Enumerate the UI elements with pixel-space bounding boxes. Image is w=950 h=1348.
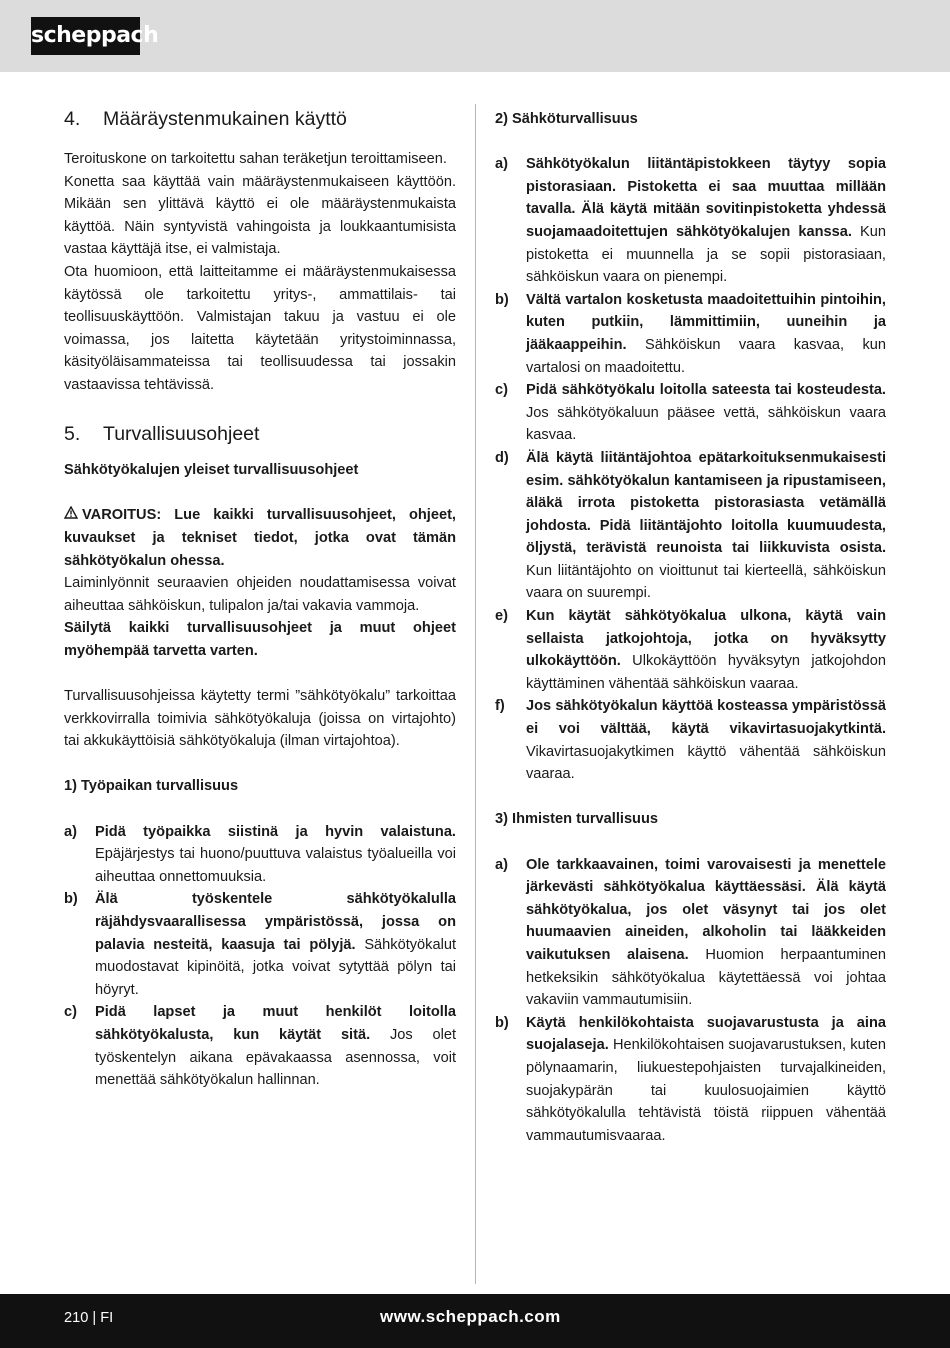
list-item xyxy=(495,1012,886,1148)
electrical-safety-list xyxy=(495,153,886,786)
list-item-text xyxy=(526,695,886,785)
list-item xyxy=(495,289,886,379)
section-5-title: Turvallisuusohjeet xyxy=(103,423,260,446)
list-item-text xyxy=(95,1001,456,1091)
list-item-label: a) xyxy=(495,156,508,173)
personal-safety-list xyxy=(495,854,886,1148)
list-item-bold-text: Sähkötyökalun liitäntäpistokkeen täytyy sopia pistorasiaan. Pistoketta ei saa muuttaa millään tavalla. Älä käytä mitään sovitinpistoketta yhdessä suojamaadoitettujen sähkötyökalujen kanssa. xyxy=(526,156,886,240)
list-item-normal-text: Vikavirtasuojakytkimen käyttö vähentää sähköiskun vaaraa. xyxy=(526,743,886,783)
section-5-number: 5. xyxy=(64,423,81,446)
list-item-bold-text: Jos sähkötyökalun käyttöä kosteassa ympäristössä ei voi välttää, käytä vikavirtasuojakytkintä. xyxy=(526,698,886,738)
list-item-normal-text: Jos olet työskentelyn aikana epävakaassa asennossa, voit menettää sähkötyökalun hallinnan. xyxy=(95,1026,456,1089)
list-item-text xyxy=(95,821,456,889)
s4-paragraph-2: Konetta saa käyttää vain määräystenmukaiseen käyttöön. Mikään sen ylittävä käyttö ei ole määräystenmukaista käyttöä. Näin syntyvistä vahingoista ja loukkaantumisista vastaa käyttäjä itse, ei valmistaja. xyxy=(64,173,456,258)
brand-logo: scheppach xyxy=(31,17,140,55)
website-url[interactable]: www.scheppach.com xyxy=(380,1307,561,1326)
footer-bar xyxy=(0,1294,950,1348)
column-divider xyxy=(475,104,476,1284)
list-item-bold-text: Pidä sähkötyökalu loitolla sateesta tai kosteudesta. xyxy=(526,382,886,399)
list-item-bold-text: Älä työskentele sähkötyökalulla räjähdysvaarallisessa ympäristössä, jossa on palavia nesteitä, kaasuja tai pölyjä. xyxy=(95,891,456,953)
s4-paragraph-3: Ota huomioon, että laitteitamme ei määräystenmukaisessa käytössä ole tarkoitettu yritys-, ammattilais- tai teollisuuskäyttöön. Valmistajan takuu ja vastuu ei ole voimassa, jos laitetta käytetään yritystoiminnassa, käsityöläisammateissa tai teollisuudessa tai jossakin vastaavissa tehtävissä. xyxy=(64,263,456,393)
page-number-value: 210 xyxy=(64,1310,89,1326)
header-bar xyxy=(0,0,950,72)
term-definition-paragraph: Turvallisuusohjeissa käytetty termi ”sähkötyökalu” tarkoittaa verkkovirralla toimivia sähkötyökaluja (joissa on virtajohto) tai akkukäyttöisiä sähkötyökaluja (ilman virtajohtoa). xyxy=(64,688,456,750)
list-item-label: b) xyxy=(495,1014,509,1031)
electrical-safety-heading: 2) Sähköturvallisuus xyxy=(495,111,638,127)
s4-paragraph-1: Teroituskone on tarkoitettu sahan teräketjun teroittamiseen. xyxy=(64,151,447,167)
list-item xyxy=(495,605,886,695)
keep-instructions-text: Säilytä kaikki turvallisuusohjeet ja muut ohjeet myöhempää tarvetta varten. xyxy=(64,620,456,659)
list-item-bold-text: Pidä lapset ja muut henkilöt loitolla sähkötyökalusta, kun käytät sitä. xyxy=(95,1004,456,1043)
warning-text: Laiminlyönnit seuraavien ohjeiden noudattamisessa voivat aiheuttaa sähköiskun, tulipalon ja/tai vakavia vammoja. xyxy=(64,575,456,614)
list-item-normal-text: Kun liitäntäjohto on vioittunut tai kierteellä, sähköiskun vaara on suurempi. xyxy=(526,562,886,602)
list-item-normal-text: Ulkokäyttöön hyväksytyn jatkojohdon käyttäminen vähentää sähköiskun vaaraa. xyxy=(526,653,886,692)
list-item-normal-text: Kun pistoketta ei muunnella ja se sopii pistorasiaan, sähköiskun vaara on pienempi. xyxy=(526,223,886,286)
list-item-text xyxy=(526,153,886,289)
list-item-text xyxy=(526,447,886,605)
warning-triangle-icon xyxy=(64,504,78,527)
list-item-label: b) xyxy=(495,291,509,308)
list-item-bold-text: Pidä työpaikka siistinä ja hyvin valaistuna. xyxy=(95,823,456,840)
list-item-label: e) xyxy=(495,608,508,625)
list-item-bold-text: Käytä henkilökohtaista suojavarustusta ja aina suojalaseja. xyxy=(526,1014,886,1054)
list-item-normal-text: Sähköiskun vaara kasvaa, kun vartalosi on maadoitettu. xyxy=(526,336,886,376)
list-item-label: a) xyxy=(64,823,77,840)
language-code: FI xyxy=(100,1310,114,1326)
section-5-heading xyxy=(64,419,456,449)
list-item xyxy=(495,153,886,289)
list-item-label: c) xyxy=(495,382,508,399)
list-item-label: f) xyxy=(495,698,505,715)
list-item-bold-text: Ole tarkkaavainen, toimi varovaisesti ja menettele järkevästi sähkötyökalua käyttäessäsi. Älä käytä sähkötyökalua, jos olet väsynyt tai jos olet huumaavien aineiden, alkoholin tai lääkkeiden vaikutuksen alaisena. xyxy=(526,856,886,963)
section-4-number: 4. xyxy=(64,108,81,130)
warning-bold-text: VAROITUS: Lue kaikki turvallisuusohjeet, ohjeet, kuvaukset ja tekniset tiedot, jotka ovat tämän sähkötyökalun ohessa. xyxy=(64,507,456,569)
list-item-text xyxy=(526,379,886,447)
left-column xyxy=(64,104,456,1092)
list-item-text xyxy=(526,605,886,695)
list-item xyxy=(495,695,886,785)
list-item-label: d) xyxy=(495,449,509,466)
list-item-normal-text: Epäjärjestys tai huono/puuttuva valaistus työalueilla voi aiheuttaa onnettomuuksia. xyxy=(95,846,456,885)
list-item-label: c) xyxy=(64,1004,77,1021)
workplace-safety-list xyxy=(64,821,456,1092)
list-item xyxy=(495,447,886,605)
list-item-text xyxy=(95,888,456,1001)
list-item-text xyxy=(526,1012,886,1148)
list-item-normal-text: Jos sähkötyökaluun pääsee vettä, sähköiskun vaara kasvaa. xyxy=(526,404,886,444)
list-item-normal-text: Sähkötyökalut muodostavat kipinöitä, jotka voivat sytyttää pölyn tai höyryt. xyxy=(95,936,456,998)
list-item-label: b) xyxy=(64,891,78,908)
list-item-text xyxy=(526,854,886,1012)
page-number: 210 | FI xyxy=(64,1310,114,1326)
list-item xyxy=(64,821,456,889)
list-item xyxy=(495,854,886,1012)
right-column xyxy=(495,104,886,1147)
section-4-title: Määräystenmukainen käyttö xyxy=(103,108,347,130)
warning-block xyxy=(64,504,456,572)
list-item-bold-text: Vältä vartalon kosketusta maadoitettuihin pintoihin, kuten putkiin, lämmittimiin, uuneihin ja jääkaappeihin. xyxy=(526,291,886,353)
list-item-bold-text: Kun käytät sähkötyökalua ulkona, käytä vain sellaista jatkojohtoja, jotka on hyväksytty ulkokäyttöön. xyxy=(526,608,886,670)
list-item-text xyxy=(526,289,886,379)
list-item-bold-text: Älä käytä liitäntäjohtoa epätarkoituksenmukaisesti esim. sähkötyökalun kantamiseen ja ripustamiseen, äläkä irrota pistoketta pistorasiasta vetämällä johdosta. Pidä liitäntäjohto loitolla kuumuudesta, öljystä, terävistä reunoista tai liikkuvista osista. xyxy=(526,449,886,557)
list-item xyxy=(495,379,886,447)
personal-safety-heading: 3) Ihmisten turvallisuus xyxy=(495,811,659,828)
list-item-label: a) xyxy=(495,856,508,873)
list-item xyxy=(64,888,456,1001)
section-4-heading xyxy=(64,104,456,134)
list-item-normal-text: Huomion herpaantuminen hetkeksikin sähkötyökalua käytettäessä voi johtaa vakaviin vammautumisiin. xyxy=(526,946,886,1009)
list-item xyxy=(64,1001,456,1091)
workplace-safety-heading: 1) Työpaikan turvallisuus xyxy=(64,778,239,795)
list-item-normal-text: Henkilökohtaisen suojavarustuksen, kuten pölynaamarin, liukuestepohjaisten turvajalkineiden, suojakypärän tai kuulosuojaimien käyttö sähkötyökalulla tehtävistä töistä riippuen vähentää vammautumisvaaraa. xyxy=(526,1037,886,1144)
general-safety-subheading: Sähkötyökalujen yleiset turvallisuusohjeet xyxy=(64,462,359,479)
